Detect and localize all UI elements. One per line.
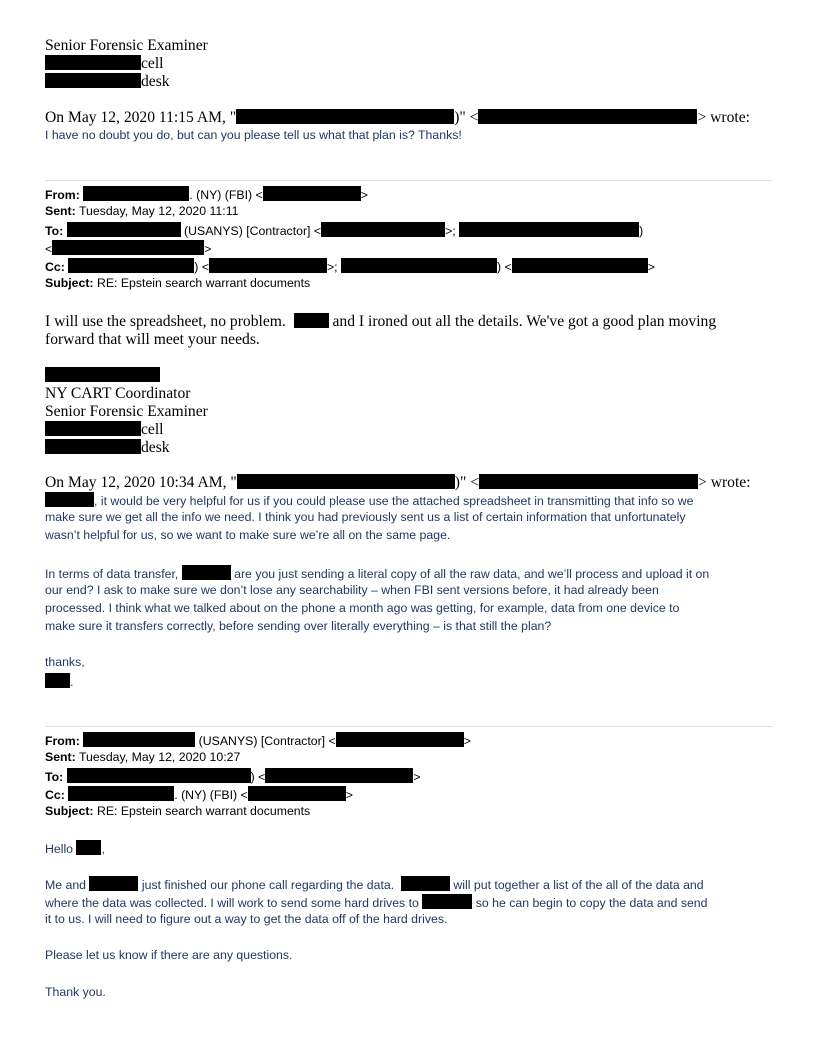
message-line bbox=[45, 948, 292, 962]
redaction-block bbox=[45, 55, 141, 70]
redaction-block bbox=[422, 894, 472, 909]
from-text: . (NY) (FBI) < bbox=[189, 188, 263, 202]
redaction-block bbox=[341, 258, 497, 273]
signature-desk-line bbox=[45, 439, 170, 457]
header-divider bbox=[45, 180, 772, 181]
sender-initials-line bbox=[45, 673, 73, 689]
redaction-block bbox=[294, 313, 329, 328]
attribution-suffix: > wrote: bbox=[698, 474, 751, 491]
attribution-mid: )" < bbox=[454, 474, 480, 491]
greeting-line bbox=[45, 840, 105, 856]
sent-line bbox=[45, 204, 238, 218]
message-line bbox=[45, 313, 716, 331]
cc-text: ) < bbox=[194, 260, 209, 274]
from-label: From: bbox=[45, 734, 80, 748]
attribution-mid: )" < bbox=[454, 109, 479, 126]
bracket-close: > bbox=[345, 788, 353, 802]
message-line bbox=[45, 601, 679, 615]
cc-label: Cc: bbox=[45, 260, 65, 274]
redaction-block bbox=[68, 258, 194, 273]
sent-label: Sent: bbox=[45, 204, 76, 218]
bracket-close: > bbox=[204, 242, 212, 256]
subject-value: RE: Epstein search warrant documents bbox=[96, 804, 311, 818]
cc-line bbox=[45, 786, 353, 802]
message-text: our end? I ask to make sure we don’t lose any searchability – when FBI sent versions before, it had already been bbox=[45, 583, 659, 597]
message-text: forward that will meet your needs. bbox=[45, 331, 260, 348]
message-line bbox=[45, 528, 450, 542]
redaction-block bbox=[45, 439, 141, 454]
to-separator: >; bbox=[445, 224, 456, 238]
redaction-block bbox=[512, 258, 648, 273]
redaction-block bbox=[182, 565, 231, 580]
message-line bbox=[45, 619, 551, 633]
cc-text: . (NY) (FBI) < bbox=[174, 788, 248, 802]
redaction-block bbox=[479, 474, 698, 489]
signature-name-line bbox=[45, 367, 160, 385]
message-text: make sure we get all the info we need. I think you had previously sent us a list of certain information that unfortunately bbox=[45, 510, 686, 524]
signature-desk-line bbox=[45, 73, 170, 91]
quote-attribution bbox=[45, 474, 751, 492]
desk-label: desk bbox=[141, 73, 170, 90]
message-line bbox=[45, 894, 708, 910]
from-line bbox=[45, 732, 471, 748]
message-text: where the data was collected. I will work to send some hard drives to bbox=[45, 896, 419, 910]
redaction-block bbox=[52, 240, 204, 255]
from-label: From: bbox=[45, 188, 80, 202]
redaction-block bbox=[45, 492, 94, 507]
redaction-block bbox=[459, 222, 639, 237]
cc-line bbox=[45, 258, 655, 274]
message-text: Please let us know if there are any questions. bbox=[45, 948, 293, 962]
bracket-open: < bbox=[45, 242, 53, 256]
greeting-text: Hello bbox=[45, 842, 74, 856]
to-label: To: bbox=[45, 770, 64, 784]
signature-title-text: Senior Forensic Examiner bbox=[45, 37, 208, 54]
bracket-close: > bbox=[647, 260, 655, 274]
redaction-block bbox=[76, 840, 101, 855]
redaction-block bbox=[478, 109, 697, 124]
message-body bbox=[45, 128, 462, 142]
bracket-close: > bbox=[360, 188, 368, 202]
redaction-block bbox=[67, 222, 181, 237]
message-text: make sure it transfers correctly, before sending over literally everything – is that still the plan? bbox=[45, 619, 552, 633]
redaction-block bbox=[89, 876, 138, 891]
closing-line bbox=[45, 985, 106, 999]
bracket-close: > bbox=[463, 734, 471, 748]
redaction-block bbox=[209, 258, 327, 273]
message-text: and I ironed out all the details. We've got a good plan moving bbox=[332, 313, 717, 330]
attribution-prefix: On May 12, 2020 10:34 AM, " bbox=[45, 474, 237, 491]
cc-separator: >; bbox=[326, 260, 338, 274]
message-line bbox=[45, 331, 260, 349]
message-text: so he can begin to copy the data and send bbox=[475, 896, 708, 910]
redaction-block bbox=[263, 186, 361, 201]
sent-line bbox=[45, 750, 240, 764]
signature-cell-line bbox=[45, 421, 164, 439]
subject-value: RE: Epstein search warrant documents bbox=[96, 276, 311, 290]
signature-title-text: Senior Forensic Examiner bbox=[45, 403, 208, 420]
redaction-block bbox=[45, 673, 70, 688]
message-text: Me and bbox=[45, 878, 87, 892]
message-line bbox=[45, 876, 704, 892]
to-line bbox=[45, 768, 421, 784]
message-text: it to us. I will need to figure out a way to get the data off of the hard drives. bbox=[45, 912, 448, 926]
sent-label: Sent: bbox=[45, 750, 76, 764]
header-divider bbox=[45, 726, 772, 727]
redaction-block bbox=[45, 421, 141, 436]
from-text: (USANYS) [Contractor] < bbox=[195, 734, 336, 748]
message-text: will put together a list of the all of the data and bbox=[453, 878, 704, 892]
cell-label: cell bbox=[141, 55, 164, 72]
cc-text: ) < bbox=[496, 260, 512, 274]
redaction-block bbox=[265, 768, 413, 783]
to-continuation-line bbox=[45, 240, 211, 256]
quote-attribution bbox=[45, 109, 750, 127]
redaction-block bbox=[236, 109, 454, 124]
bracket-close: > bbox=[413, 770, 421, 784]
sent-value: Tuesday, May 12, 2020 10:27 bbox=[78, 750, 241, 764]
redaction-block bbox=[68, 786, 174, 801]
message-text: wasn’t helpful for us, so we want to make sure we’re all on the same page. bbox=[45, 528, 451, 542]
from-line bbox=[45, 186, 368, 202]
cc-label: Cc: bbox=[45, 788, 65, 802]
message-text: , it would be very helpful for us if you could please use the attached spreadsheet in transmitting that info so we bbox=[94, 494, 694, 508]
message-text: just finished our phone call regarding the data. bbox=[141, 878, 395, 892]
message-line bbox=[45, 912, 447, 926]
redaction-block bbox=[83, 732, 195, 747]
sent-value: Tuesday, May 12, 2020 11:11 bbox=[78, 204, 239, 218]
message-text: processed. I think what we talked about on the phone a month ago was getting, for example, data from one device to bbox=[45, 601, 680, 615]
to-text: (USANYS) [Contractor] < bbox=[180, 224, 322, 238]
to-end: ) bbox=[639, 224, 644, 238]
message-line bbox=[45, 565, 709, 581]
signature-role bbox=[45, 385, 190, 403]
message-text: are you just sending a literal copy of all the raw data, and we’ll process and upload it on bbox=[234, 567, 710, 581]
subject-line bbox=[45, 804, 310, 818]
subject-label: Subject: bbox=[45, 804, 94, 818]
redaction-block bbox=[321, 222, 445, 237]
signature-role-text: NY CART Coordinator bbox=[45, 385, 191, 402]
redaction-block bbox=[45, 73, 141, 88]
redaction-block bbox=[83, 186, 189, 201]
period-text: . bbox=[70, 675, 74, 689]
message-line bbox=[45, 583, 659, 597]
signature-title bbox=[45, 37, 208, 55]
attribution-suffix: > wrote: bbox=[697, 109, 750, 126]
closing-text: Thank you. bbox=[45, 985, 106, 999]
closing-text: thanks, bbox=[45, 655, 85, 669]
signature-title bbox=[45, 403, 208, 421]
to-label: To: bbox=[45, 224, 64, 238]
redaction-block bbox=[248, 786, 346, 801]
redaction-block bbox=[45, 367, 160, 382]
signature-cell-line bbox=[45, 55, 164, 73]
redaction-block bbox=[401, 876, 450, 891]
to-text: ) < bbox=[250, 770, 266, 784]
subject-label: Subject: bbox=[45, 276, 94, 290]
closing-line bbox=[45, 655, 85, 669]
message-text: I have no doubt you do, but can you please tell us what that plan is? Thanks! bbox=[45, 128, 462, 142]
message-text: In terms of data transfer, bbox=[45, 567, 179, 581]
message-text: I will use the spreadsheet, no problem. bbox=[45, 313, 286, 330]
message-line bbox=[45, 510, 685, 524]
redaction-block bbox=[67, 768, 251, 783]
message-line bbox=[45, 492, 693, 508]
redaction-block bbox=[336, 732, 464, 747]
subject-line bbox=[45, 276, 310, 290]
to-line bbox=[45, 222, 643, 238]
attribution-prefix: On May 12, 2020 11:15 AM, " bbox=[45, 109, 237, 126]
cell-label: cell bbox=[141, 421, 164, 438]
comma-text: , bbox=[101, 842, 105, 856]
desk-label: desk bbox=[141, 439, 170, 456]
redaction-block bbox=[237, 474, 455, 489]
